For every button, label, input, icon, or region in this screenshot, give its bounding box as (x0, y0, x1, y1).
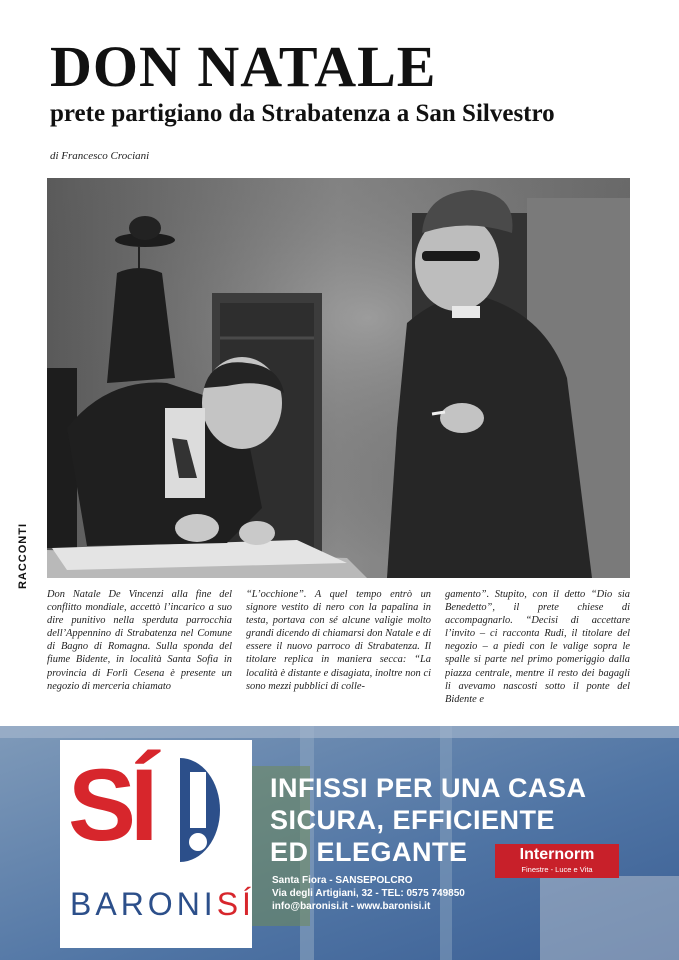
photo-illustration (47, 178, 630, 578)
ad-headline-line: SICURA, EFFICIENTE (270, 805, 556, 835)
ad-contact (272, 874, 465, 913)
article-body (47, 588, 630, 708)
internorm-brand: Internorm (519, 846, 595, 863)
section-label (15, 522, 31, 590)
logo-si-mark: SÍ (68, 748, 153, 862)
byline: di Francesco Crociani (50, 150, 150, 162)
internorm-badge (495, 844, 619, 878)
article-column-3: gamento”. Stupito, con il detto “Dio sia Benedetto”, il prete chiese di accompagnarlo. “Decisi di accettare l’invito – ci racconta Rudi, il titolare del negozio – a piedi con le valige sopra le spalle si parte nel primo pomeriggio dalla piazza centrale, mentre il resto dei bagagli li avevamo nascosti sotto il ponte del Bidente e (445, 589, 630, 705)
logo-wordmark-main: BARONI (70, 886, 217, 922)
section-label-text: RACCONTI (17, 522, 29, 590)
article-column-2: “L’occhione”. A quel tempo entrò un signore vestito di nero con la papalina in testa, portava con sé alcune valigie molto grandi dicendo di chiamarsi don Natale e di essere il nuovo parroco di Strabatenza. Il titolare replica in maniera secca: “La località è distante e disagiata, inoltre non ci sono mezzi pubblici di colle- (246, 589, 431, 692)
contact-web[interactable]: info@baronisi.it - www.baronisi.it (272, 901, 431, 912)
contact-address: Via degli Artigiani, 32 - TEL: 0575 749850 (272, 888, 465, 899)
ad-headline-line: ED ELEGANTE (270, 837, 468, 867)
article-subtitle: prete partigiano da Strabatenza a San Silvestro (50, 100, 555, 127)
exclamation-logo-icon (160, 754, 242, 866)
article-photo (47, 178, 630, 578)
article-title: DON NATALE (50, 34, 437, 99)
logo-wordmark (70, 886, 255, 923)
article-column-1: Don Natale De Vincenzi alla fine del conflitto mondiale, accettò l’incarico a suo dire punitivo nella sperduta parrocchia dell’Appennino di Strabatenza nel Comune di Bagno di Romagna. Sulla sponda del fiume Bidente, in località Santa Sofia in provincia di Forlì Cesena è presente un negozio di merceria chiamato (47, 589, 232, 692)
internorm-tagline: Finestre - Luce e Vita (521, 865, 593, 874)
advertisement-banner[interactable] (0, 726, 679, 960)
ad-headline-line: INFISSI PER UNA CASA (270, 773, 587, 803)
contact-location: Santa Fiora - SANSEPOLCRO (272, 875, 413, 886)
logo-wordmark-accent: SÍ (216, 886, 255, 922)
